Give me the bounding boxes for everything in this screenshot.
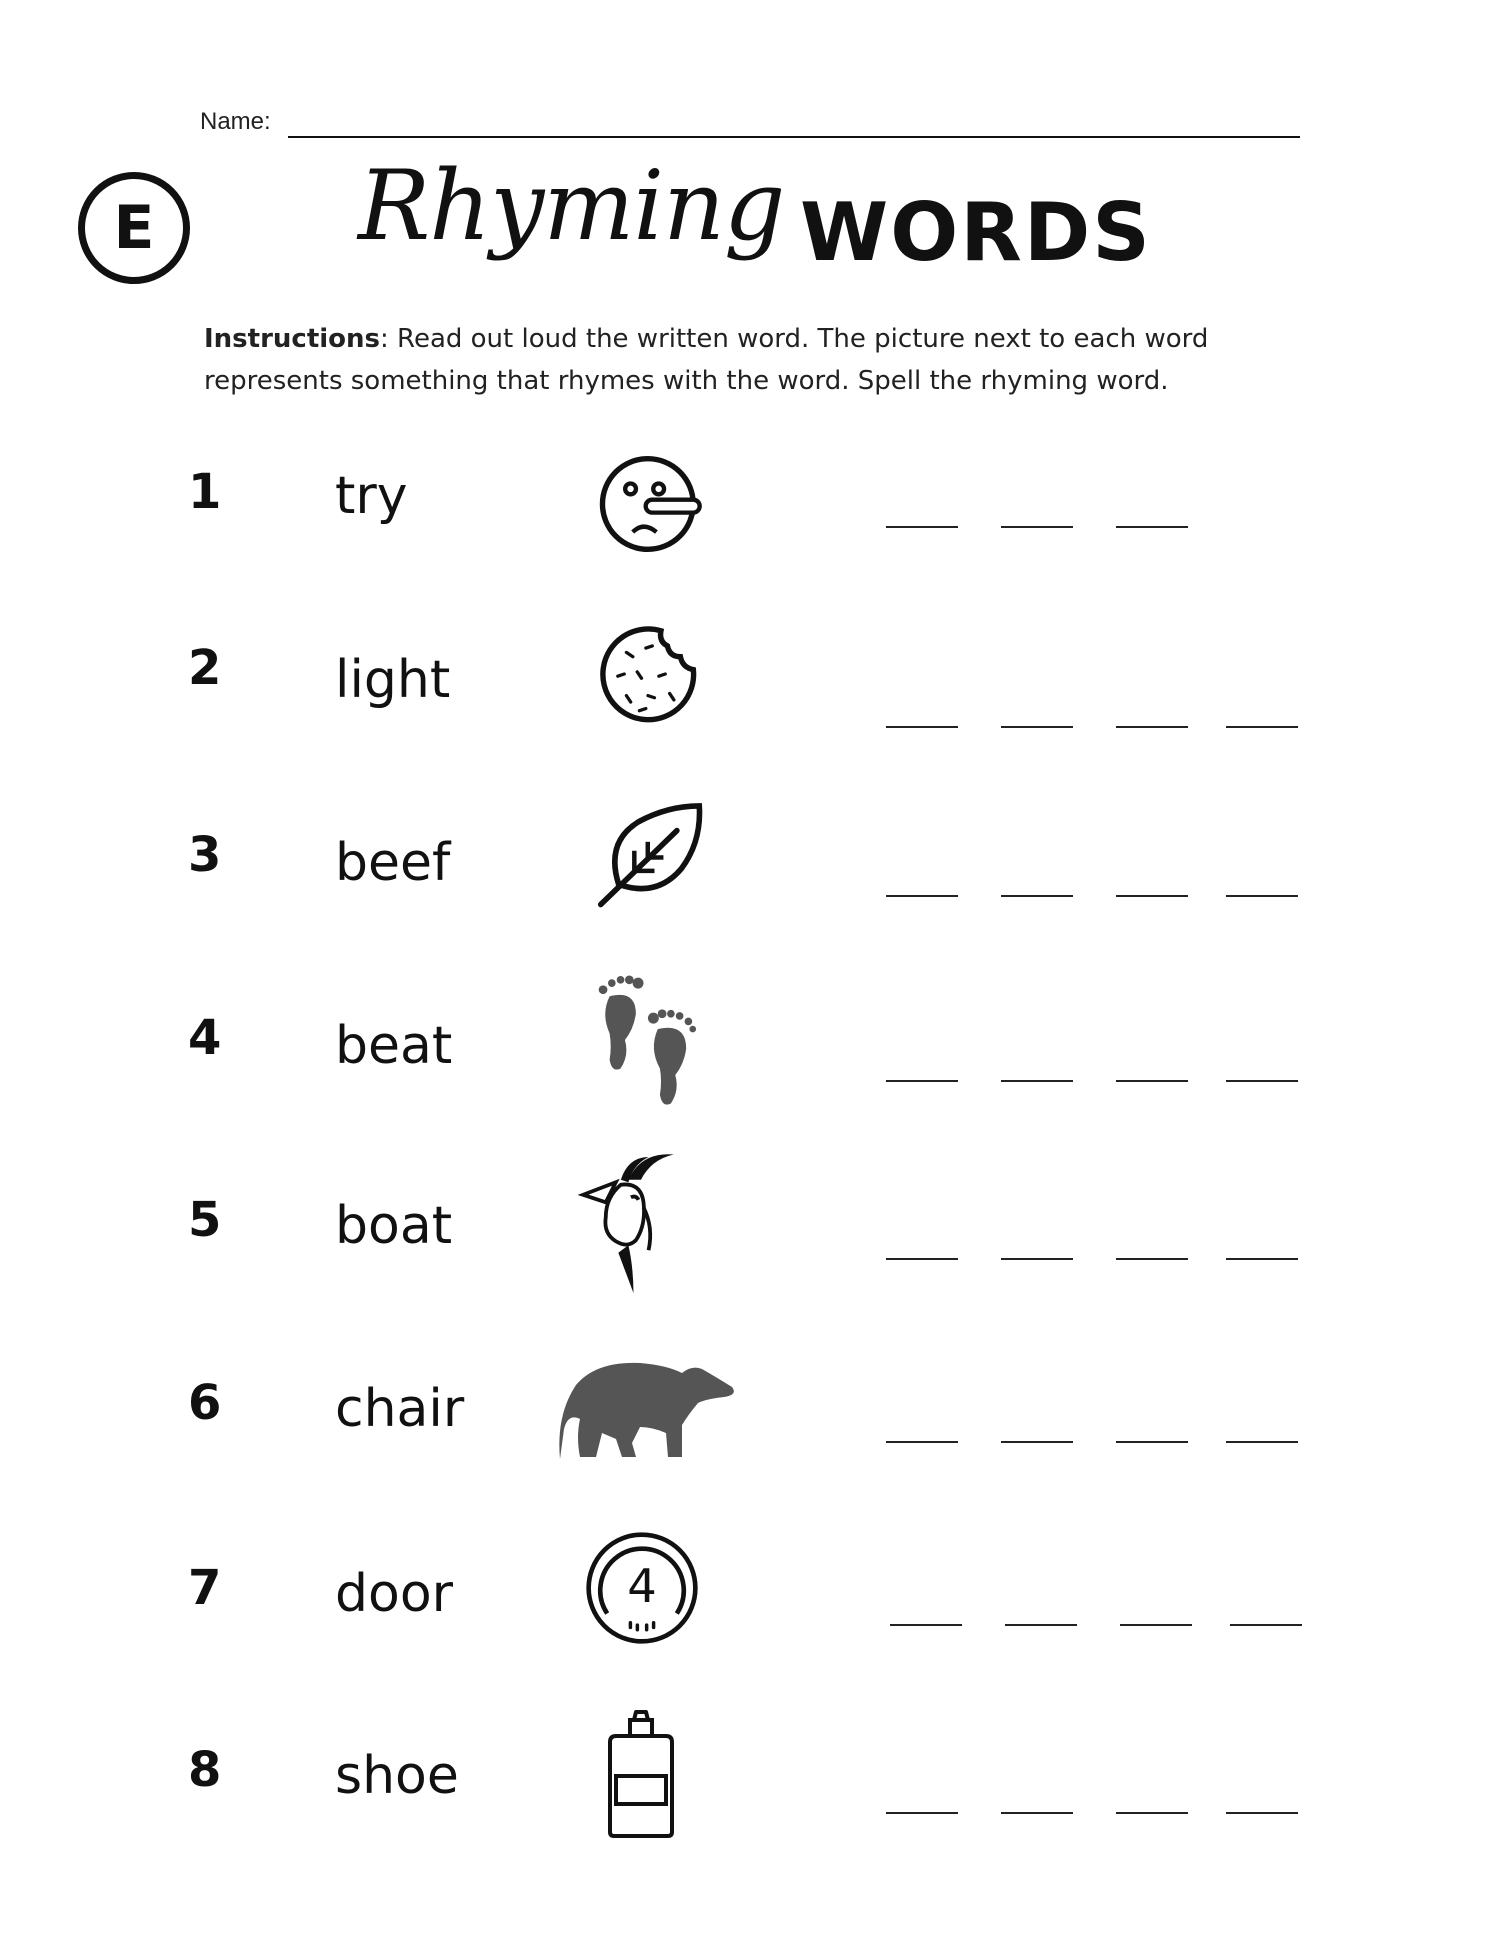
letter-blank[interactable] bbox=[1005, 1624, 1077, 1626]
letter-blank[interactable] bbox=[886, 1080, 958, 1082]
letter-blank[interactable] bbox=[1226, 1258, 1298, 1260]
instructions-label: Instructions bbox=[204, 324, 381, 354]
row-number: 1 bbox=[188, 464, 222, 520]
glue-bottle-icon bbox=[606, 1708, 676, 1840]
row-number: 6 bbox=[188, 1375, 222, 1431]
exercise-row bbox=[0, 1375, 1500, 1515]
row-word: door bbox=[335, 1564, 454, 1624]
title-script: Rhyming bbox=[358, 150, 785, 262]
row-word: beef bbox=[335, 833, 451, 893]
letter-blank[interactable] bbox=[1226, 895, 1298, 897]
row-number: 8 bbox=[188, 1742, 222, 1798]
letter-blank[interactable] bbox=[1001, 1812, 1073, 1814]
row-word: boat bbox=[335, 1196, 453, 1256]
letter-blank[interactable] bbox=[1230, 1624, 1302, 1626]
instructions-text: : Read out loud the written word. The picture next to each word represents something that rhymes with the word. Spell the rhyming word. bbox=[204, 324, 1209, 396]
letter-blank[interactable] bbox=[1001, 726, 1073, 728]
instructions bbox=[204, 318, 1214, 402]
letter-blank[interactable] bbox=[1116, 1080, 1188, 1082]
bear-icon bbox=[556, 1355, 740, 1461]
badge-letter: E bbox=[113, 193, 155, 263]
row-word: shoe bbox=[335, 1746, 459, 1806]
letter-blank[interactable] bbox=[1001, 526, 1073, 528]
footprints-icon bbox=[594, 970, 704, 1110]
leaf-icon bbox=[594, 797, 706, 909]
row-word: light bbox=[335, 650, 451, 710]
exercise-row bbox=[0, 1560, 1500, 1700]
name-label: Name: bbox=[200, 108, 271, 135]
letter-blank[interactable] bbox=[886, 1812, 958, 1814]
letter-blank[interactable] bbox=[886, 526, 958, 528]
lying-face-icon bbox=[596, 450, 704, 558]
letter-blank[interactable] bbox=[1001, 1441, 1073, 1443]
goat-head-icon bbox=[578, 1152, 704, 1298]
exercise-row bbox=[0, 640, 1500, 780]
letter-blank[interactable] bbox=[1116, 1441, 1188, 1443]
letter-blank[interactable] bbox=[1001, 1258, 1073, 1260]
row-number: 2 bbox=[188, 640, 222, 696]
cookie-bite-icon bbox=[594, 620, 702, 728]
exercise-row bbox=[0, 1742, 1500, 1882]
letter-blank[interactable] bbox=[1001, 1080, 1073, 1082]
letter-blank[interactable] bbox=[886, 1441, 958, 1443]
letter-blank[interactable] bbox=[890, 1624, 962, 1626]
svg-text:4: 4 bbox=[627, 1558, 657, 1613]
letter-blank[interactable] bbox=[1226, 1441, 1298, 1443]
letter-blank[interactable] bbox=[1226, 1812, 1298, 1814]
letter-blank[interactable] bbox=[886, 895, 958, 897]
exercise-row bbox=[0, 1192, 1500, 1332]
row-number: 4 bbox=[188, 1010, 222, 1066]
letter-blank[interactable] bbox=[1116, 1258, 1188, 1260]
letter-blank[interactable] bbox=[1001, 895, 1073, 897]
name-write-line[interactable] bbox=[288, 136, 1300, 138]
letter-blank[interactable] bbox=[1116, 726, 1188, 728]
letter-blank[interactable] bbox=[1226, 726, 1298, 728]
exercise-row bbox=[0, 464, 1500, 604]
row-number: 7 bbox=[188, 1560, 222, 1616]
row-word: chair bbox=[335, 1379, 465, 1439]
letter-badge bbox=[78, 172, 190, 284]
letter-blank[interactable] bbox=[1116, 895, 1188, 897]
letter-blank[interactable] bbox=[886, 726, 958, 728]
row-word: beat bbox=[335, 1016, 453, 1076]
letter-blank[interactable] bbox=[886, 1258, 958, 1260]
row-word: try bbox=[335, 466, 408, 526]
exercise-row bbox=[0, 827, 1500, 967]
row-number: 3 bbox=[188, 827, 222, 883]
letter-blank[interactable] bbox=[1226, 1080, 1298, 1082]
row-number: 5 bbox=[188, 1192, 222, 1248]
number-four-coin-icon bbox=[584, 1530, 700, 1646]
letter-blank[interactable] bbox=[1116, 1812, 1188, 1814]
letter-blank[interactable] bbox=[1120, 1624, 1192, 1626]
exercise-row bbox=[0, 1010, 1500, 1150]
title-bold: WORDS bbox=[800, 186, 1152, 279]
letter-blank[interactable] bbox=[1116, 526, 1188, 528]
